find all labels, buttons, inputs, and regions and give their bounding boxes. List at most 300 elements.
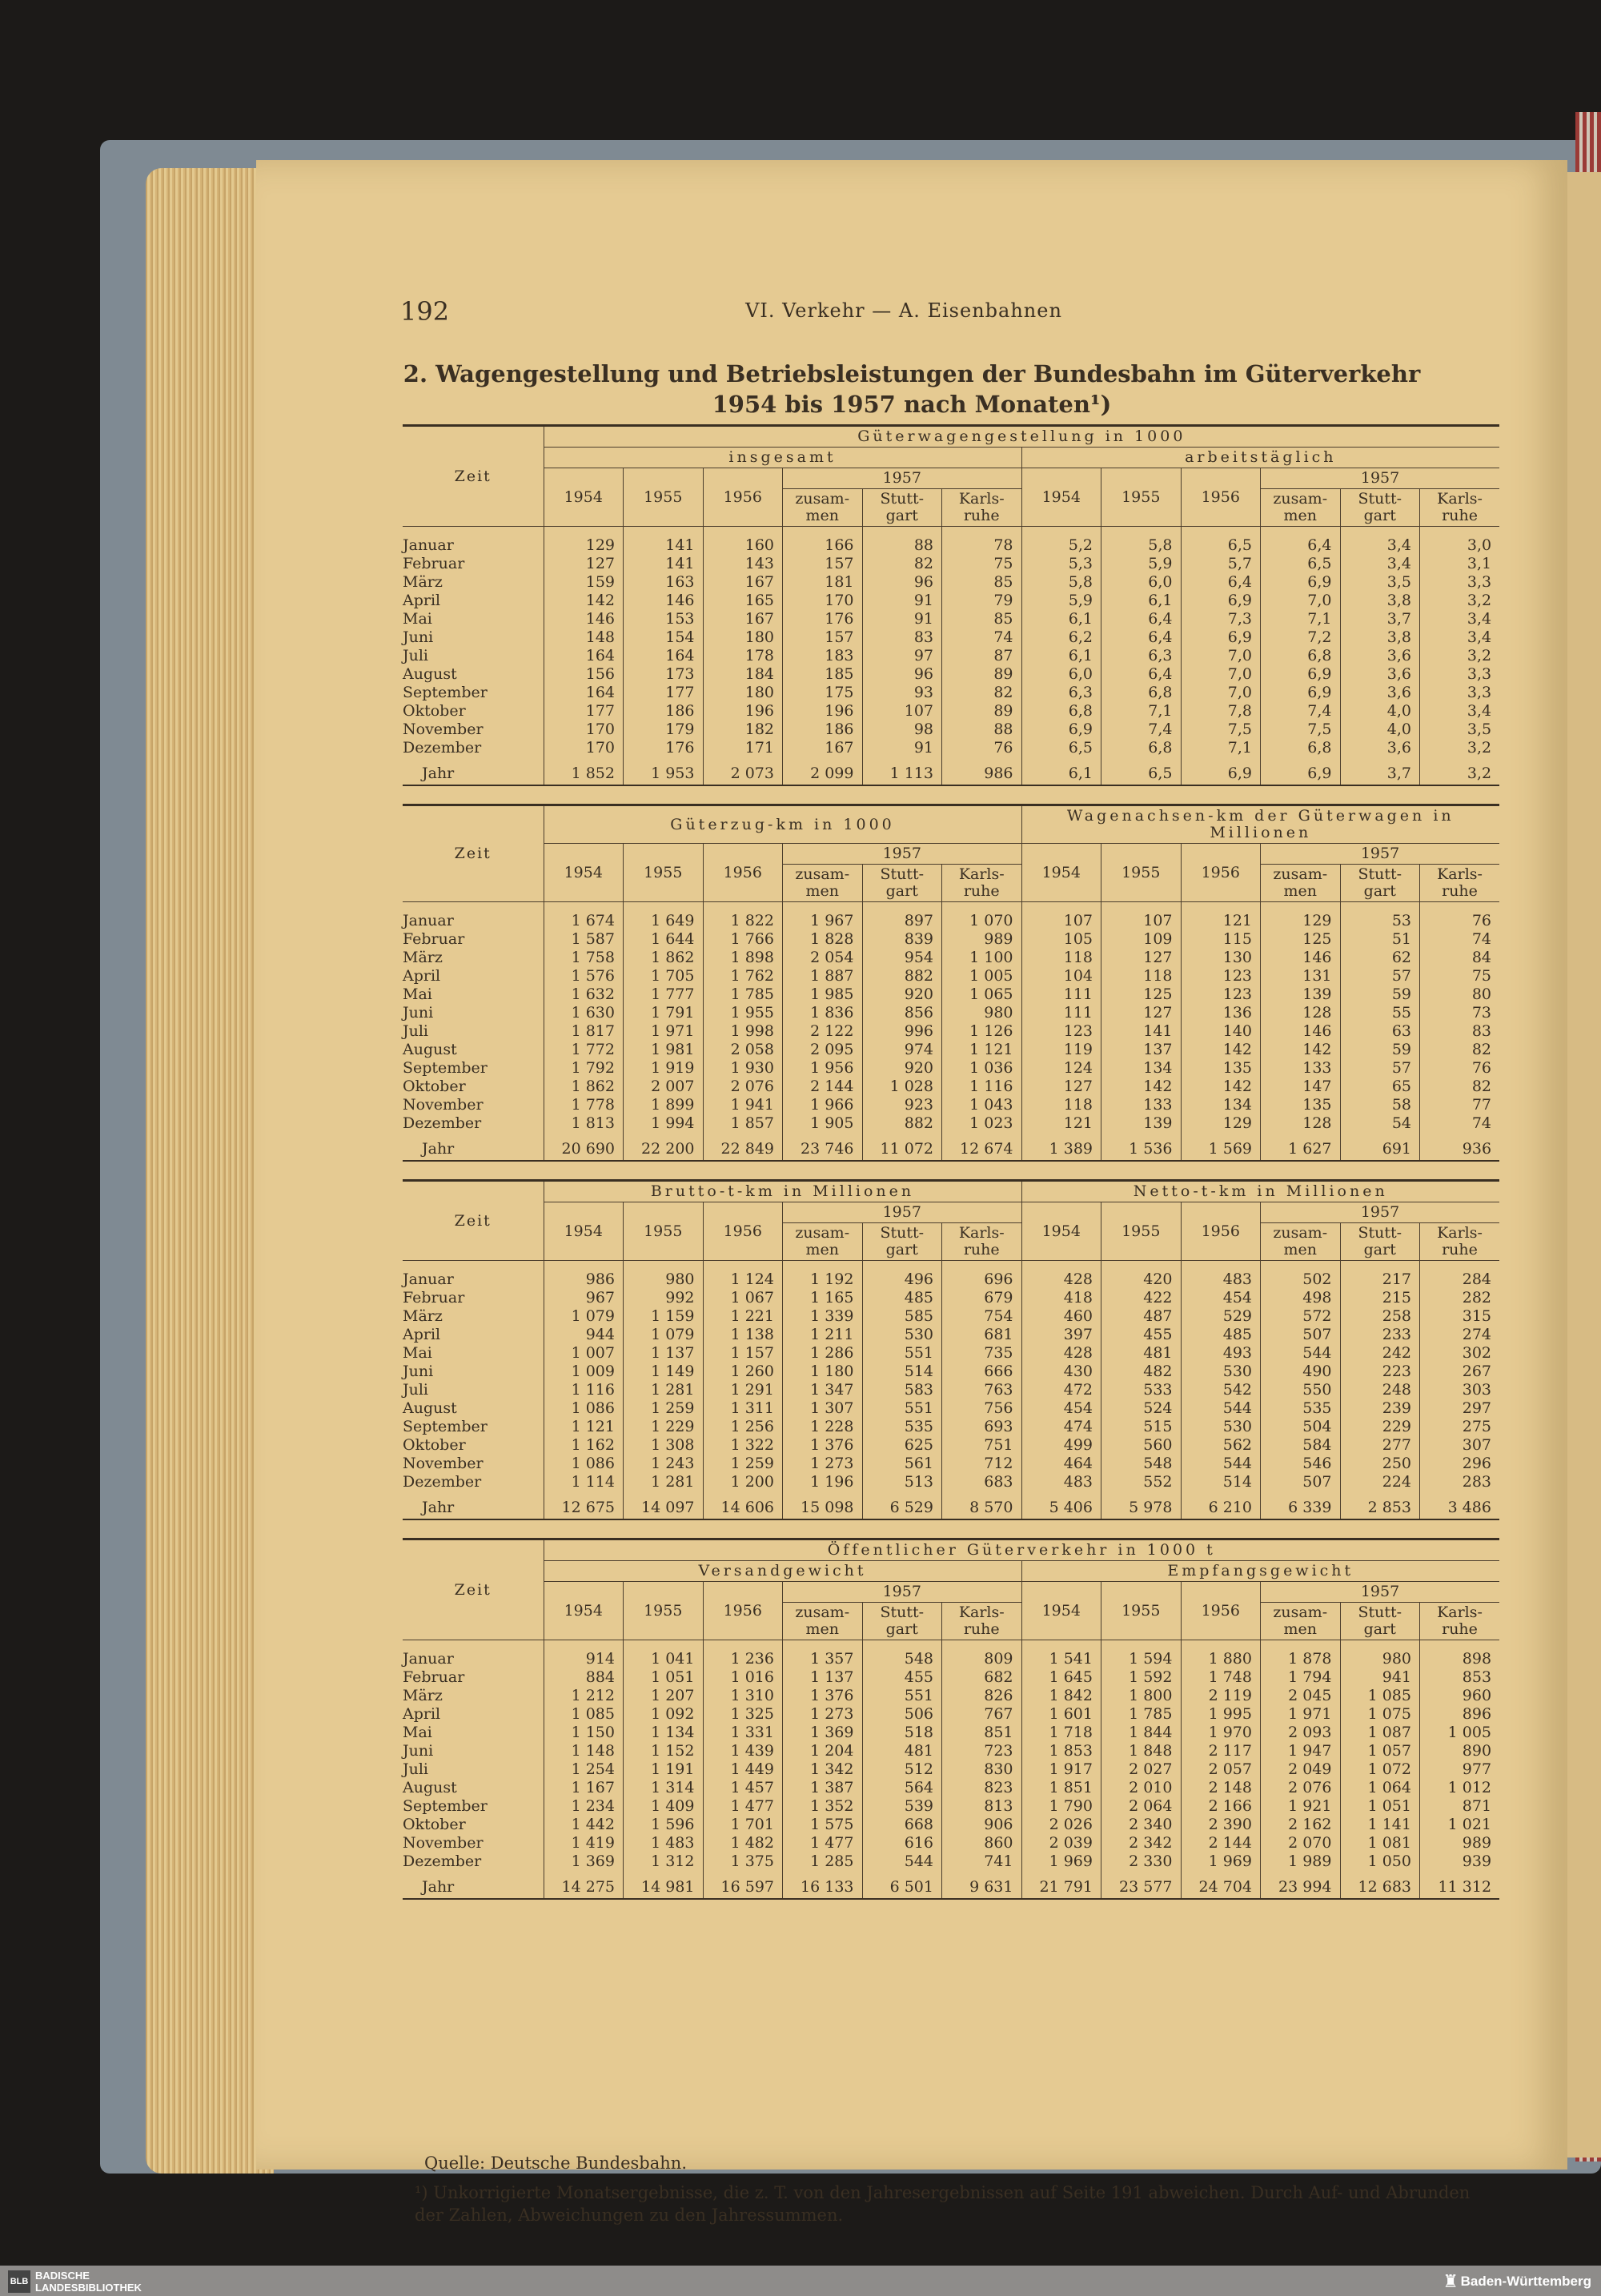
data-cell: 55 (1340, 1004, 1420, 1022)
data-cell: 1 387 (783, 1779, 863, 1797)
data-cell: 1 259 (703, 1455, 783, 1473)
data-cell: 1 969 (1181, 1852, 1261, 1871)
data-cell: 1 778 (544, 1096, 624, 1114)
state-name: Baden-Württemberg (1460, 2274, 1591, 2289)
data-cell: 107 (1021, 912, 1101, 930)
data-cell: 1 087 (1340, 1724, 1420, 1742)
data-cell: 564 (862, 1779, 942, 1797)
data-cell: 118 (1021, 949, 1101, 967)
data-cell: 1 917 (1021, 1760, 1101, 1779)
data-cell: 3,8 (1340, 628, 1420, 647)
data-cell: 111 (1021, 1004, 1101, 1022)
table-row (403, 1059, 1499, 1078)
region-column-header: zusam- men (1261, 489, 1341, 527)
data-cell: 7,5 (1181, 721, 1261, 739)
region-column-header: Stutt- gart (862, 1223, 942, 1261)
data-cell: 960 (1420, 1687, 1500, 1705)
year-column-header: 1955 (1101, 1202, 1182, 1261)
data-cell: 1 828 (783, 930, 863, 949)
region-column-header: Stutt- gart (1340, 1223, 1420, 1261)
month-label: Januar (403, 912, 454, 929)
data-cell: 1 273 (783, 1705, 863, 1724)
data-cell: 118 (1101, 967, 1182, 985)
data-cell: 856 (862, 1004, 942, 1022)
month-label: Oktober (403, 1436, 466, 1454)
data-cell: 1 955 (703, 1004, 783, 1022)
month-label: Januar (403, 1650, 454, 1668)
data-cell: 1 956 (783, 1059, 863, 1078)
total-cell: 22 200 (624, 1133, 704, 1161)
data-cell: 166 (783, 536, 863, 555)
data-cell: 89 (942, 665, 1022, 684)
month-label: Dezember (403, 1114, 482, 1132)
data-cell: 754 (942, 1307, 1022, 1326)
total-label: Jahr (403, 1491, 544, 1519)
data-cell: 986 (544, 1270, 624, 1289)
data-cell: 1 281 (624, 1473, 704, 1491)
total-cell: 1 953 (624, 757, 704, 785)
data-cell: 487 (1101, 1307, 1182, 1326)
data-cell: 535 (1261, 1399, 1341, 1418)
region-column-header: Karls- ruhe (1420, 1223, 1500, 1261)
data-cell: 182 (703, 721, 783, 739)
data-cell: 57 (1340, 967, 1420, 985)
table-row (403, 949, 1499, 967)
total-cell: 1 113 (862, 757, 942, 785)
data-cell: 1 994 (624, 1114, 704, 1133)
data-cell: 5,9 (1101, 555, 1182, 573)
table-row (403, 985, 1499, 1004)
data-cell: 1 772 (544, 1041, 624, 1059)
region-column-header: Karls- ruhe (1420, 1603, 1500, 1640)
table-row (403, 665, 1499, 684)
data-cell: 7,1 (1181, 739, 1261, 757)
data-cell: 1 254 (544, 1760, 624, 1779)
page-number: 192 (400, 296, 450, 327)
data-cell: 185 (783, 665, 863, 684)
data-cell: 464 (1021, 1455, 1101, 1473)
data-cell: 683 (942, 1473, 1022, 1491)
data-cell: 871 (1420, 1797, 1500, 1816)
region-column-header: Stutt- gart (1340, 865, 1420, 902)
data-cell: 544 (1261, 1344, 1341, 1363)
year-1957-header: 1957 (783, 1582, 1022, 1603)
data-cell: 1 357 (783, 1650, 863, 1668)
data-cell: 1 785 (1101, 1705, 1182, 1724)
data-cell: 3,2 (1420, 592, 1500, 610)
year-1957-header: 1957 (783, 468, 1022, 489)
data-cell: 146 (1261, 1022, 1341, 1041)
data-cell: 127 (1101, 949, 1182, 967)
data-cell: 1 007 (544, 1344, 624, 1363)
data-cell: 2 010 (1101, 1779, 1182, 1797)
table-row (403, 967, 1499, 985)
month-label: Juli (403, 1381, 429, 1399)
month-label: April (403, 592, 441, 609)
total-cell: 936 (1420, 1133, 1500, 1161)
data-cell: 490 (1261, 1363, 1341, 1381)
data-cell: 73 (1420, 1004, 1500, 1022)
data-cell: 7,4 (1101, 721, 1182, 739)
table-row (403, 647, 1499, 665)
data-cell: 2 076 (703, 1078, 783, 1096)
data-cell: 2 122 (783, 1022, 863, 1041)
data-cell: 1 196 (783, 1473, 863, 1491)
year-1957-header: 1957 (1261, 844, 1500, 865)
data-cell: 2 076 (1261, 1779, 1341, 1797)
data-cell: 109 (1101, 930, 1182, 949)
data-cell: 1 167 (544, 1779, 624, 1797)
data-cell: 1 229 (624, 1418, 704, 1436)
month-label: September (403, 1797, 488, 1815)
year-column-header: 1954 (1021, 1582, 1101, 1640)
data-cell: 224 (1340, 1473, 1420, 1491)
data-cell: 2 064 (1101, 1797, 1182, 1816)
data-cell: 1 419 (544, 1834, 624, 1852)
data-cell: 160 (703, 536, 783, 555)
data-cell: 1 347 (783, 1381, 863, 1399)
data-cell: 584 (1261, 1436, 1341, 1455)
data-cell: 105 (1021, 930, 1101, 949)
data-cell: 96 (862, 665, 942, 684)
zeit-header: Zeit (403, 805, 544, 902)
data-cell: 302 (1420, 1344, 1500, 1363)
table-row (403, 1418, 1499, 1436)
running-head (400, 296, 1407, 328)
data-cell: 1 844 (1101, 1724, 1182, 1742)
month-label: März (403, 949, 443, 966)
month-label: August (403, 665, 457, 683)
data-cell: 1 645 (1021, 1668, 1101, 1687)
data-cell: 723 (942, 1742, 1022, 1760)
data-cell: 524 (1101, 1399, 1182, 1418)
data-cell: 3,6 (1340, 647, 1420, 665)
data-cell: 504 (1261, 1418, 1341, 1436)
table-row (403, 1687, 1499, 1705)
month-label: Februar (403, 555, 465, 572)
data-cell: 1 718 (1021, 1724, 1101, 1742)
data-cell: 267 (1420, 1363, 1500, 1381)
month-label: September (403, 1059, 488, 1077)
data-cell: 74 (1420, 930, 1500, 949)
year-1957-header: 1957 (783, 1202, 1022, 1223)
data-cell: 1 947 (1261, 1742, 1341, 1760)
data-cell: 6,4 (1101, 665, 1182, 684)
data-cell: 6,4 (1101, 610, 1182, 628)
zeit-header: Zeit (403, 426, 544, 527)
data-cell: 274 (1420, 1326, 1500, 1344)
data-cell: 133 (1261, 1059, 1341, 1078)
data-cell: 1 817 (544, 1022, 624, 1041)
data-cell: 1 836 (783, 1004, 863, 1022)
data-cell: 146 (544, 610, 624, 628)
data-cell: 809 (942, 1650, 1022, 1668)
data-cell: 1 842 (1021, 1687, 1101, 1705)
data-cell: 1 314 (624, 1779, 704, 1797)
data-cell: 735 (942, 1344, 1022, 1363)
data-cell: 1 149 (624, 1363, 704, 1381)
table-row (403, 592, 1499, 610)
data-cell: 428 (1021, 1344, 1101, 1363)
data-cell: 1 021 (1420, 1816, 1500, 1834)
region-column-header: zusam- men (783, 1223, 863, 1261)
subtitle-line: 1954 bis 1957 nach Monaten¹) (712, 391, 1112, 418)
year-column-header: 1955 (1101, 468, 1182, 527)
data-cell: 1 159 (624, 1307, 704, 1326)
region-column-header: zusam- men (1261, 1223, 1341, 1261)
data-cell: 498 (1261, 1289, 1341, 1307)
data-cell: 3,3 (1420, 573, 1500, 592)
month-label: März (403, 573, 443, 591)
total-cell: 23 746 (783, 1133, 863, 1161)
table-row (403, 930, 1499, 949)
data-cell: 1 576 (544, 967, 624, 985)
data-cell: 215 (1340, 1289, 1420, 1307)
data-cell: 196 (703, 702, 783, 721)
total-cell: 22 849 (703, 1133, 783, 1161)
data-cell: 1 630 (544, 1004, 624, 1022)
data-cell: 530 (862, 1326, 942, 1344)
data-cell: 454 (1181, 1289, 1261, 1307)
data-cell: 1 036 (942, 1059, 1022, 1078)
data-cell: 107 (1101, 912, 1182, 930)
data-cell: 165 (703, 592, 783, 610)
total-cell: 6 339 (1261, 1491, 1341, 1519)
data-cell: 853 (1420, 1668, 1500, 1687)
data-cell: 860 (942, 1834, 1022, 1852)
data-cell: 79 (942, 592, 1022, 610)
data-cell: 153 (624, 610, 704, 628)
total-cell: 12 683 (1340, 1871, 1420, 1899)
data-cell: 130 (1181, 949, 1261, 967)
data-cell: 233 (1340, 1326, 1420, 1344)
month-label: Juni (403, 628, 434, 646)
table-row (403, 1307, 1499, 1326)
data-cell: 93 (862, 684, 942, 702)
total-cell: 8 570 (942, 1491, 1022, 1519)
data-cell: 7,5 (1261, 721, 1341, 739)
data-cell: 851 (942, 1724, 1022, 1742)
data-cell: 1 121 (942, 1041, 1022, 1059)
table-row (403, 1760, 1499, 1779)
data-cell: 572 (1261, 1307, 1341, 1326)
data-cell: 585 (862, 1307, 942, 1326)
year-column-header: 1954 (544, 1202, 624, 1261)
data-cell: 1 311 (703, 1399, 783, 1418)
stat-table-4 (403, 1538, 1499, 1900)
year-column-header: 1954 (1021, 1202, 1101, 1261)
data-cell: 58 (1340, 1096, 1420, 1114)
data-cell: 1 592 (1101, 1668, 1182, 1687)
total-label: Jahr (403, 1133, 544, 1161)
data-cell: 1 748 (1181, 1668, 1261, 1687)
data-cell: 6,8 (1261, 739, 1341, 757)
month-label: September (403, 1418, 488, 1435)
table-row (403, 573, 1499, 592)
data-cell: 167 (783, 739, 863, 757)
data-cell: 127 (544, 555, 624, 573)
month-label: Januar (403, 1270, 454, 1288)
data-cell: 1 477 (703, 1797, 783, 1816)
data-cell: 170 (544, 721, 624, 739)
data-cell: 1 800 (1101, 1687, 1182, 1705)
data-cell: 123 (1021, 1022, 1101, 1041)
total-cell: 2 853 (1340, 1491, 1420, 1519)
data-cell: 552 (1101, 1473, 1182, 1491)
table-row (403, 1816, 1499, 1834)
data-cell: 472 (1021, 1381, 1101, 1399)
data-cell: 3,4 (1340, 555, 1420, 573)
data-cell: 482 (1101, 1363, 1182, 1381)
data-cell: 2 117 (1181, 1742, 1261, 1760)
data-cell: 2 093 (1261, 1724, 1341, 1742)
data-cell: 1 701 (703, 1816, 783, 1834)
data-cell: 544 (1181, 1455, 1261, 1473)
data-cell: 1 192 (783, 1270, 863, 1289)
data-cell: 5,7 (1181, 555, 1261, 573)
table-row (403, 1041, 1499, 1059)
data-cell: 455 (1101, 1326, 1182, 1344)
data-cell: 1 369 (783, 1724, 863, 1742)
data-cell: 518 (862, 1724, 942, 1742)
data-cell: 1 286 (783, 1344, 863, 1363)
data-cell: 82 (1420, 1078, 1500, 1096)
data-cell: 6,9 (1181, 628, 1261, 647)
data-cell: 1 065 (942, 985, 1022, 1004)
data-cell: 3,5 (1420, 721, 1500, 739)
month-label: August (403, 1041, 457, 1058)
data-cell: 1 072 (1340, 1760, 1420, 1779)
data-cell: 1 766 (703, 930, 783, 949)
data-cell: 5,8 (1021, 573, 1101, 592)
data-cell: 91 (862, 739, 942, 757)
data-cell: 1 342 (783, 1760, 863, 1779)
data-cell: 696 (942, 1270, 1022, 1289)
data-cell: 229 (1340, 1418, 1420, 1436)
data-cell: 139 (1261, 985, 1341, 1004)
data-cell: 483 (1181, 1270, 1261, 1289)
left-group-header: Brutto-t-km in Millionen (544, 1181, 1021, 1202)
data-cell: 6,5 (1261, 555, 1341, 573)
data-cell: 179 (624, 721, 704, 739)
data-cell: 693 (942, 1418, 1022, 1436)
data-cell: 6,4 (1101, 628, 1182, 647)
table-row (403, 1270, 1499, 1289)
data-cell: 1 930 (703, 1059, 783, 1078)
total-cell: 691 (1340, 1133, 1420, 1161)
data-cell: 6,0 (1021, 665, 1101, 684)
total-cell: 1 627 (1261, 1133, 1341, 1161)
data-cell: 954 (862, 949, 942, 967)
data-cell: 6,4 (1261, 536, 1341, 555)
table-row (403, 1399, 1499, 1418)
data-cell: 1 851 (1021, 1779, 1101, 1797)
data-cell: 681 (942, 1326, 1022, 1344)
total-cell: 11 072 (862, 1133, 942, 1161)
data-cell: 884 (544, 1668, 624, 1687)
year-column-header: 1956 (703, 1582, 783, 1640)
table-row (403, 1096, 1499, 1114)
year-column-header: 1955 (624, 1582, 704, 1640)
data-cell: 712 (942, 1455, 1022, 1473)
data-cell: 123 (1181, 967, 1261, 985)
month-label: Mai (403, 1724, 432, 1741)
data-cell: 763 (942, 1381, 1022, 1399)
data-cell: 5,9 (1021, 592, 1101, 610)
data-cell: 164 (544, 684, 624, 702)
region-column-header: Karls- ruhe (1420, 865, 1500, 902)
data-cell: 183 (783, 647, 863, 665)
data-cell: 668 (862, 1816, 942, 1834)
data-cell: 77 (1420, 1096, 1500, 1114)
left-group-header: insgesamt (544, 448, 1021, 468)
data-cell: 551 (862, 1399, 942, 1418)
data-cell: 75 (1420, 967, 1500, 985)
data-cell: 562 (1181, 1436, 1261, 1455)
data-cell: 1 086 (544, 1455, 624, 1473)
data-cell: 84 (1420, 949, 1500, 967)
data-cell: 1 236 (703, 1650, 783, 1668)
data-cell: 1 966 (783, 1096, 863, 1114)
data-cell: 1 813 (544, 1114, 624, 1133)
data-cell: 1 086 (544, 1399, 624, 1418)
data-cell: 550 (1261, 1381, 1341, 1399)
data-cell: 1 126 (942, 1022, 1022, 1041)
data-cell: 2 148 (1181, 1779, 1261, 1797)
data-cell: 1 575 (783, 1816, 863, 1834)
data-cell: 131 (1261, 967, 1341, 985)
table-row (403, 684, 1499, 702)
data-cell: 3,8 (1340, 592, 1420, 610)
data-cell: 2 119 (1181, 1687, 1261, 1705)
month-label: Juni (403, 1363, 434, 1380)
data-cell: 989 (1420, 1834, 1500, 1852)
data-cell: 223 (1340, 1363, 1420, 1381)
table-row (403, 1004, 1499, 1022)
data-cell: 7,3 (1181, 610, 1261, 628)
data-cell: 485 (1181, 1326, 1261, 1344)
data-cell: 3,6 (1340, 739, 1420, 757)
data-cell: 767 (942, 1705, 1022, 1724)
data-cell: 397 (1021, 1326, 1101, 1344)
data-cell: 1 079 (624, 1326, 704, 1344)
data-cell: 6,3 (1021, 684, 1101, 702)
table-row (403, 1381, 1499, 1399)
data-cell: 1 457 (703, 1779, 783, 1797)
table-row (403, 721, 1499, 739)
data-cell: 1 322 (703, 1436, 783, 1455)
data-cell: 1 899 (624, 1096, 704, 1114)
table-row (403, 1363, 1499, 1381)
data-cell: 1 012 (1420, 1779, 1500, 1797)
data-cell: 7,0 (1181, 684, 1261, 702)
section-title: VI. Verkehr — A. Eisenbahnen (745, 299, 1062, 322)
data-cell: 906 (942, 1816, 1022, 1834)
data-cell: 1 212 (544, 1687, 624, 1705)
data-cell: 1 941 (703, 1096, 783, 1114)
data-cell: 481 (862, 1742, 942, 1760)
total-label: Jahr (403, 757, 544, 785)
data-cell: 83 (1420, 1022, 1500, 1041)
total-row (403, 1871, 1499, 1899)
total-cell: 14 606 (703, 1491, 783, 1519)
data-cell: 3,0 (1420, 536, 1500, 555)
data-cell: 148 (544, 628, 624, 647)
data-cell: 6,8 (1101, 739, 1182, 757)
total-cell: 14 097 (624, 1491, 704, 1519)
data-cell: 914 (544, 1650, 624, 1668)
data-cell: 1 887 (783, 967, 863, 985)
